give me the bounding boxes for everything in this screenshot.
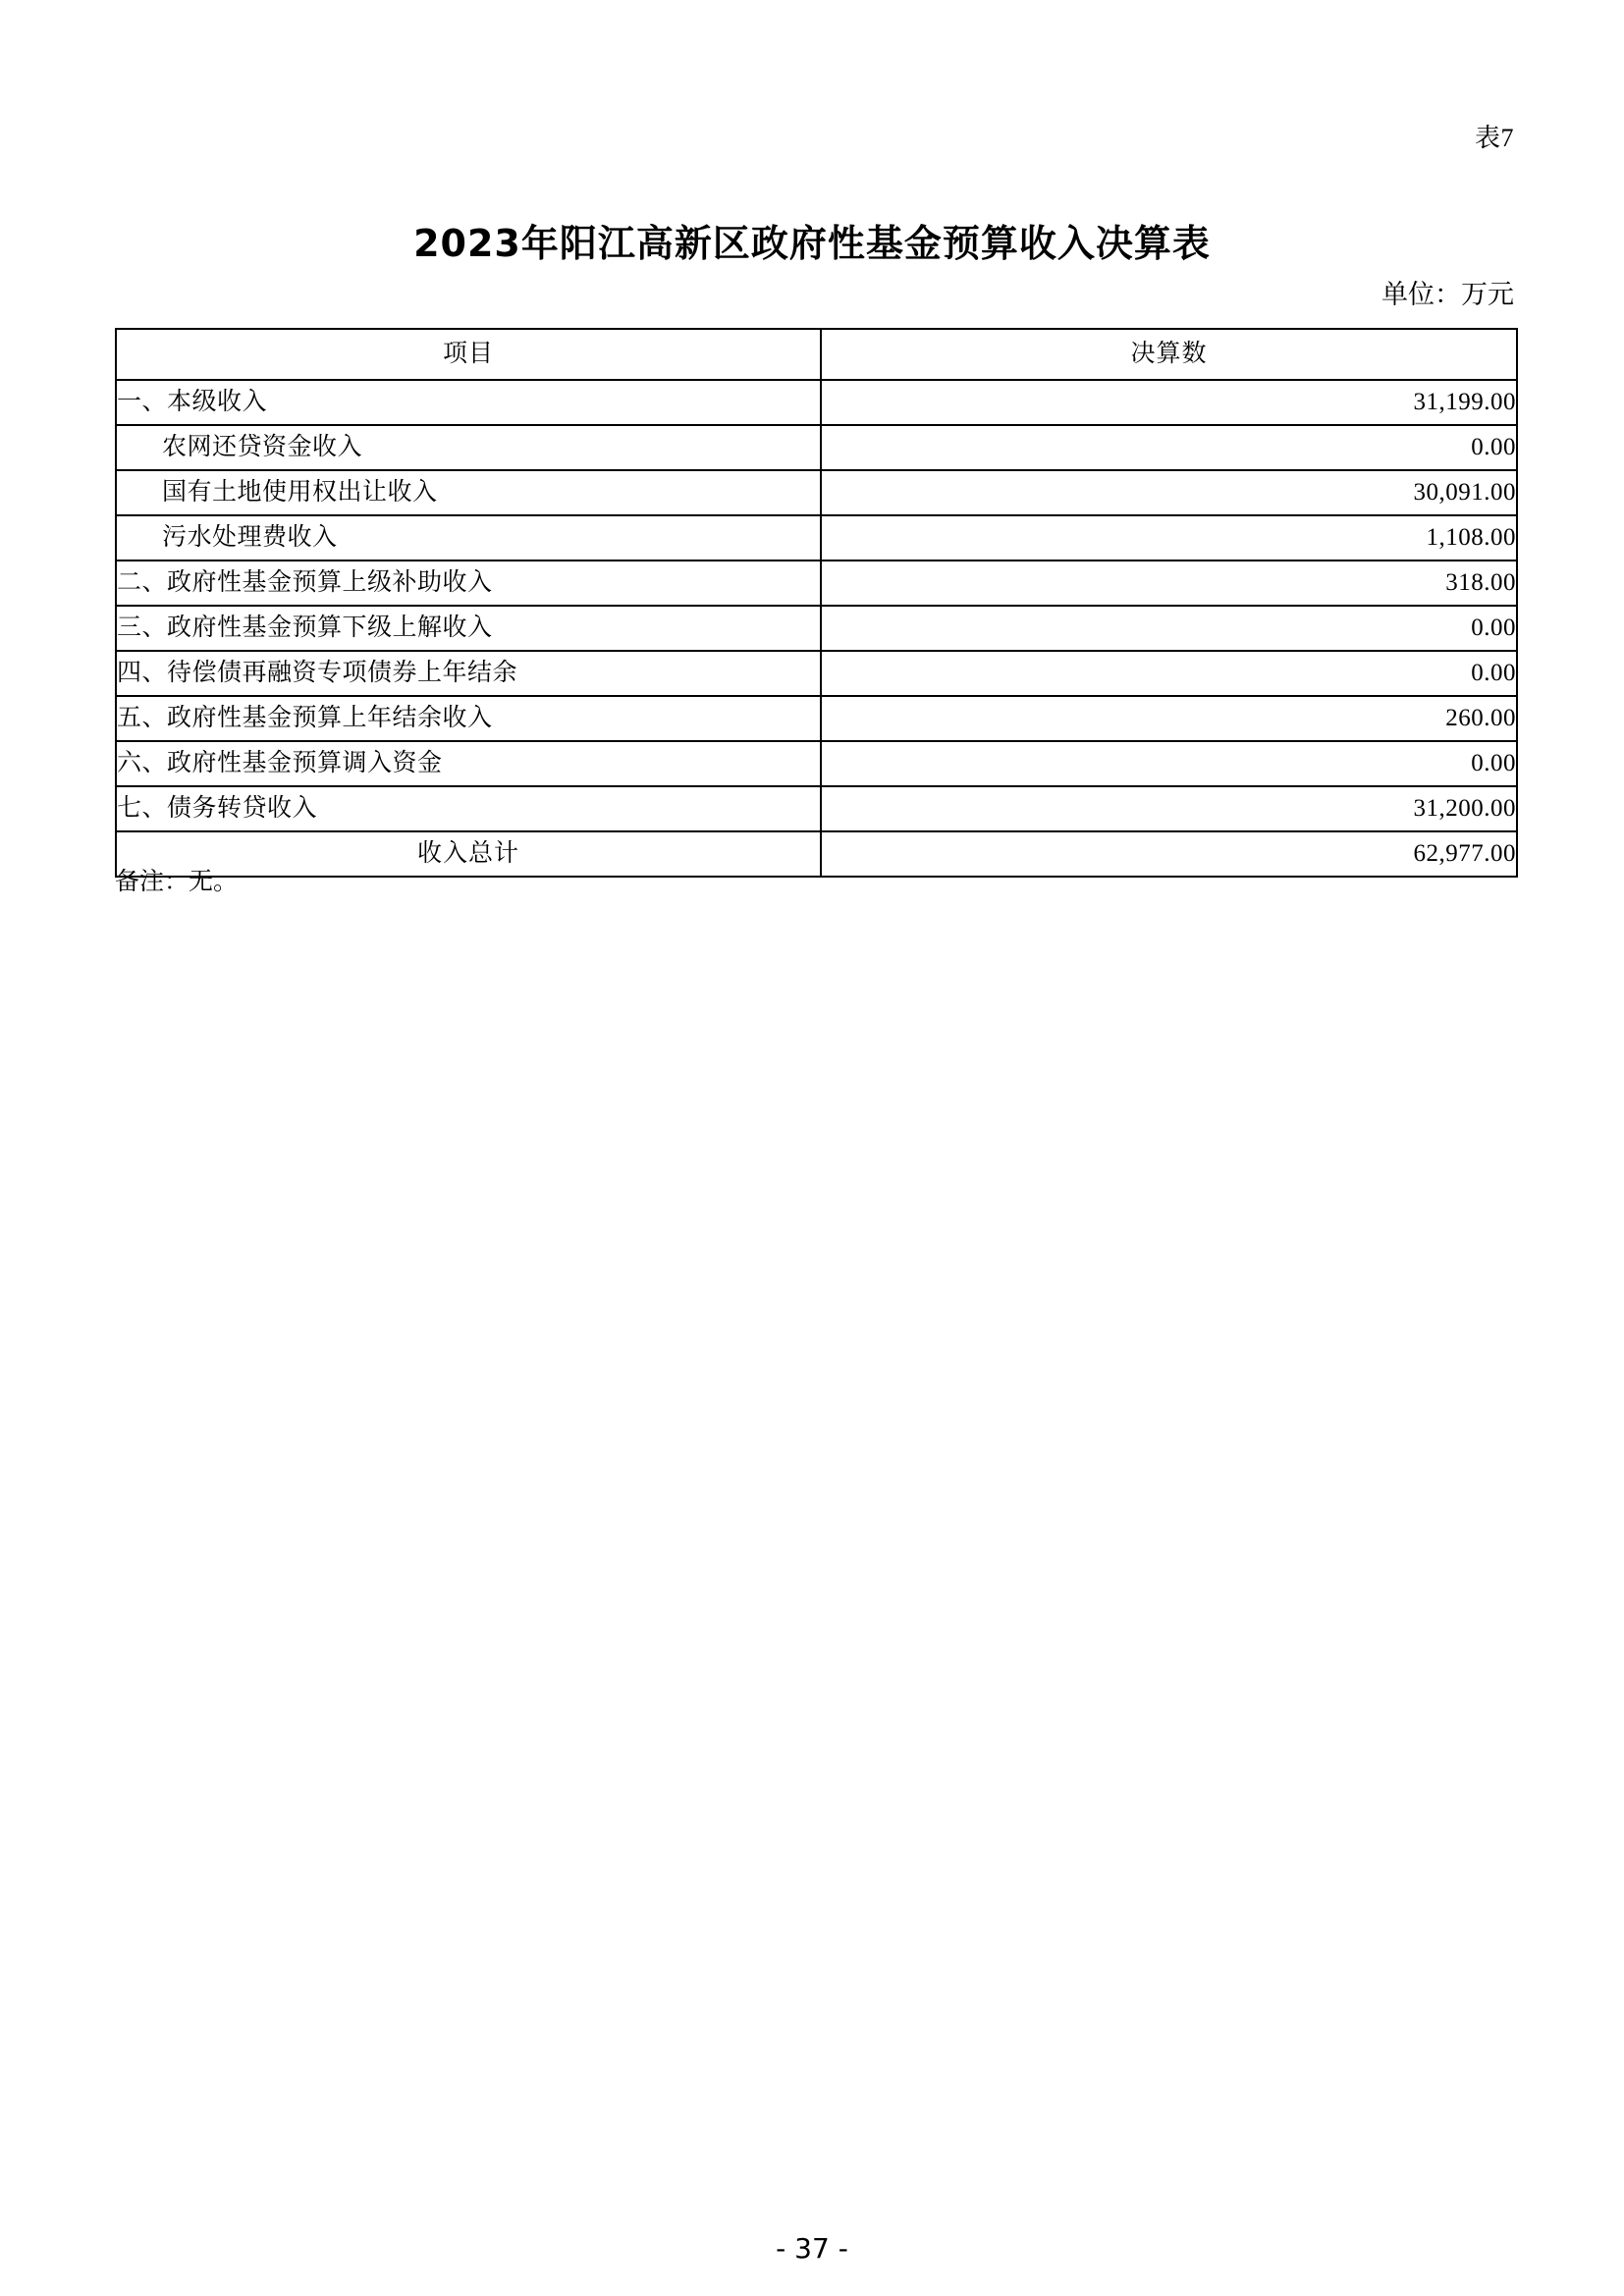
table-cell-value: 31,200.00 bbox=[821, 786, 1517, 831]
budget-revenue-table bbox=[115, 328, 1518, 878]
page-number: - 37 - bbox=[776, 2232, 848, 2265]
table-row bbox=[116, 741, 1517, 786]
table-cell-value: 318.00 bbox=[821, 561, 1517, 606]
table-cell-item: 农网还贷资金收入 bbox=[116, 425, 821, 470]
table-row bbox=[116, 380, 1517, 425]
table-cell-value: 260.00 bbox=[821, 696, 1517, 741]
table-cell-item: 五、政府性基金预算上年结余收入 bbox=[116, 696, 821, 741]
table-row bbox=[116, 696, 1517, 741]
table-cell-value: 0.00 bbox=[821, 606, 1517, 651]
page-title: 2023年阳江高新区政府性基金预算收入决算表 bbox=[413, 222, 1211, 266]
table-row bbox=[116, 515, 1517, 561]
table-cell-item: 三、政府性基金预算下级上解收入 bbox=[116, 606, 821, 651]
table-row bbox=[116, 831, 1517, 877]
table-cell-item: 六、政府性基金预算调入资金 bbox=[116, 741, 821, 786]
column-header-value bbox=[821, 329, 1517, 380]
table-row bbox=[116, 470, 1517, 515]
table-row bbox=[116, 606, 1517, 651]
table-cell-value: 0.00 bbox=[821, 651, 1517, 696]
remark-note: 备注：无。 bbox=[115, 869, 239, 895]
table-cell-value: 30,091.00 bbox=[821, 470, 1517, 515]
table-body bbox=[116, 380, 1517, 877]
table-cell-item: 污水处理费收入 bbox=[116, 515, 821, 561]
table-cell-item: 七、债务转贷收入 bbox=[116, 786, 821, 831]
table-row bbox=[116, 651, 1517, 696]
budget-table-container bbox=[115, 328, 1516, 878]
table-row bbox=[116, 561, 1517, 606]
column-header-value-label: 决算数 bbox=[1130, 341, 1208, 367]
unit-note: 单位：万元 bbox=[1381, 280, 1514, 309]
table-cell-item: 一、本级收入 bbox=[116, 380, 821, 425]
table-header-row bbox=[116, 329, 1517, 380]
table-cell-value: 62,977.00 bbox=[821, 831, 1517, 877]
column-header-item bbox=[116, 329, 821, 380]
table-cell-item: 四、待偿债再融资专项债券上年结余 bbox=[116, 651, 821, 696]
table-cell-value: 31,199.00 bbox=[821, 380, 1517, 425]
column-header-item-label: 项目 bbox=[442, 341, 494, 367]
table-row bbox=[116, 786, 1517, 831]
table-cell-value: 0.00 bbox=[821, 425, 1517, 470]
table-row bbox=[116, 425, 1517, 470]
table-cell-value: 0.00 bbox=[821, 741, 1517, 786]
table-header bbox=[116, 329, 1517, 380]
sheet-label: 表7 bbox=[1474, 124, 1514, 152]
table-cell-item: 收入总计 bbox=[116, 831, 821, 877]
table-cell-item: 国有土地使用权出让收入 bbox=[116, 470, 821, 515]
table-cell-value: 1,108.00 bbox=[821, 515, 1517, 561]
table-cell-item: 二、政府性基金预算上级补助收入 bbox=[116, 561, 821, 606]
